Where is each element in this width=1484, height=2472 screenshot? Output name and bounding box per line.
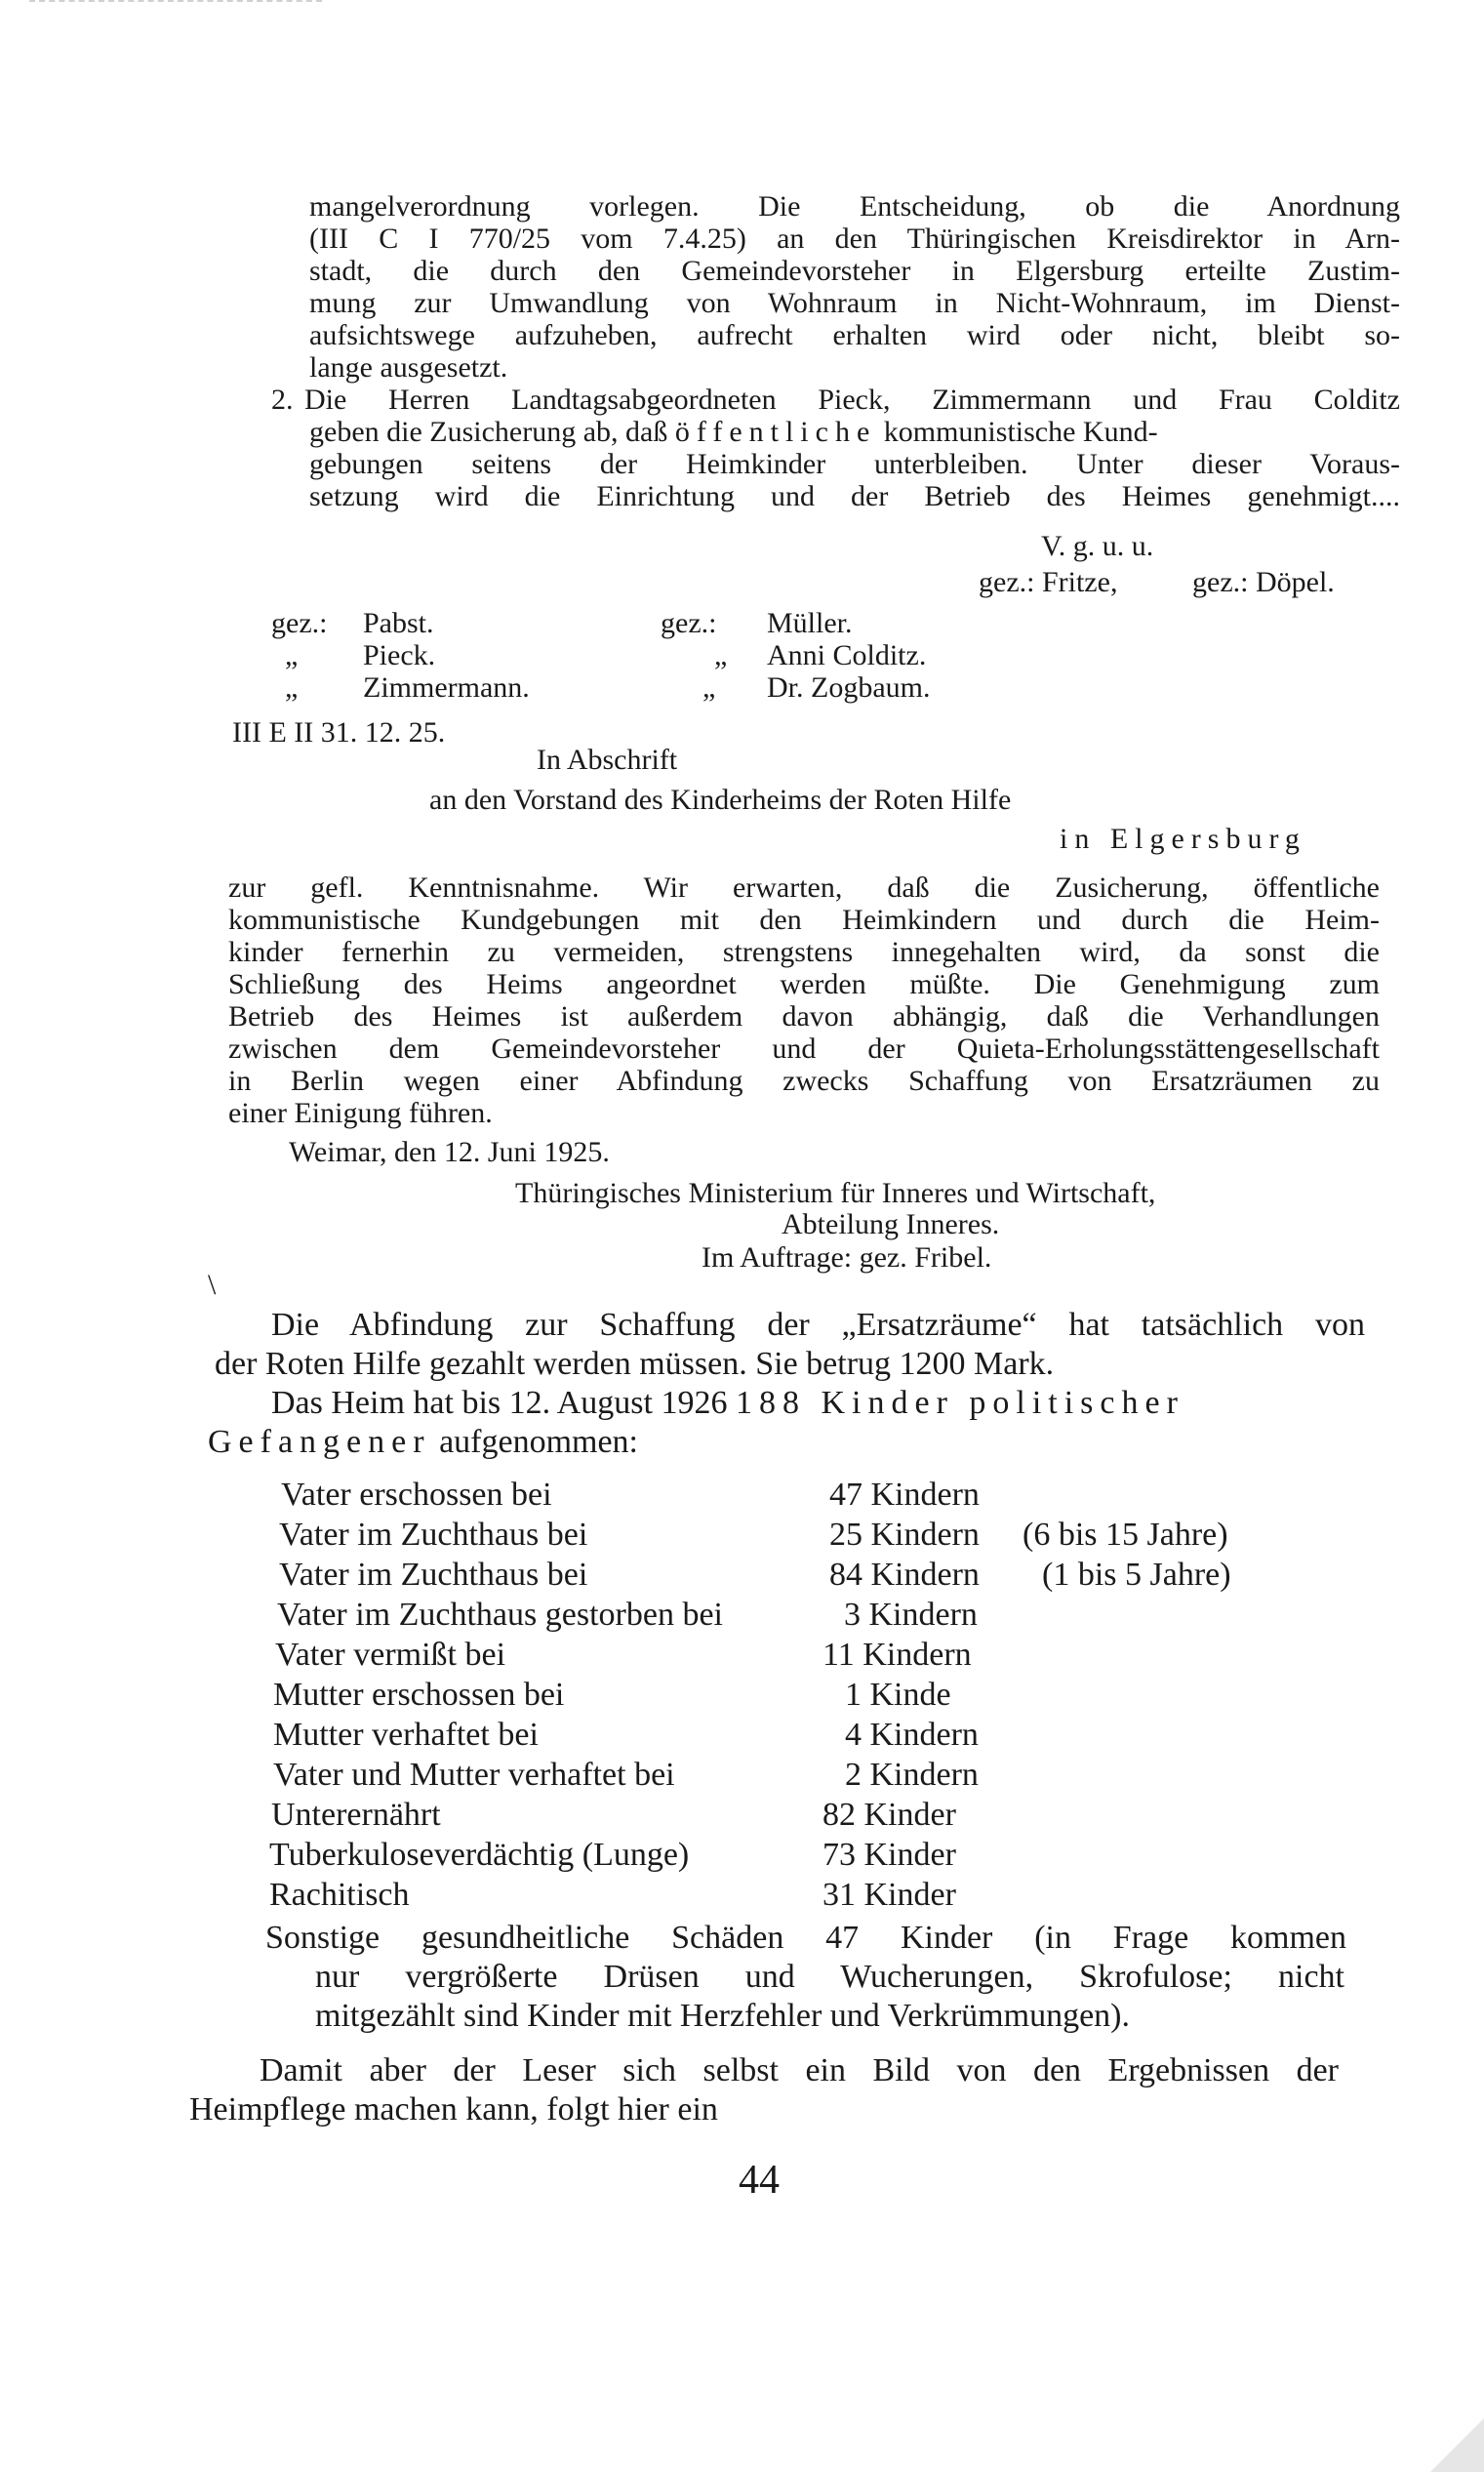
stats-label: Vater vermißt bei xyxy=(275,1637,506,1673)
copy-line-4: Schließung des Heims angeordnet werden müßte. Die Genehmigung zum xyxy=(228,968,1380,1000)
stats-value: 73 Kinder xyxy=(822,1837,956,1873)
in-abschrift: In Abschrift xyxy=(537,744,678,776)
copy-line-2: kommunistische Kundgebungen mit den Heimkindern und durch die Heim- xyxy=(228,904,1380,936)
body-p2-line-2 xyxy=(208,1424,638,1461)
stats-value: 47 Kindern xyxy=(829,1477,980,1513)
decree-line-8-c: kommunistische Kund- xyxy=(876,416,1158,448)
stats-value: 4 Kindern xyxy=(845,1717,979,1753)
ministry-signed: Im Auftrage: gez. Fribel. xyxy=(702,1241,992,1274)
body-p1-line-2: der Roten Hilfe gezahlt werden müssen. Sie betrug 1200 Mark. xyxy=(215,1346,1055,1382)
sig-left-name-1: Pabst. xyxy=(363,607,434,639)
body-p2-line-2-b: aufgenommen: xyxy=(430,1424,638,1460)
sig-left-prefix-3: „ xyxy=(285,671,299,704)
decree-line-7: Die Herren Landtagsabgeordneten Pieck, Zimmermann und Frau Colditz xyxy=(304,384,1400,416)
spaced-188-kinder: 188 Kinder politischer xyxy=(735,1385,1184,1421)
sig-right-name-1: Müller. xyxy=(767,607,853,639)
sig-right-prefix-2: „ xyxy=(714,639,728,671)
vgu-text: V. g. u. u. xyxy=(1041,530,1154,562)
copy-line-3: kinder fernerhin zu vermeiden, strengstens innegehalten wird, da sonst die xyxy=(228,936,1380,968)
sig-right-name-2: Anni Colditz. xyxy=(767,639,927,671)
sig-right-prefix-1: gez.: xyxy=(661,607,717,639)
decree-line-3: stadt, die durch den Gemeindevorsteher in Elgersburg erteilte Zustim- xyxy=(309,255,1400,287)
stats-value: 2 Kindern xyxy=(845,1757,979,1793)
stats-value: 31 Kinder xyxy=(822,1877,956,1913)
decree-line-4: mung zur Umwandlung von Wohnraum in Nicht-Wohnraum, im Dienst- xyxy=(309,287,1400,319)
stats-label: Vater im Zuchthaus bei xyxy=(279,1557,588,1593)
copy-line-5: Betrieb des Heimes ist außerdem davon abhängig, daß die Verhandlungen xyxy=(228,1000,1380,1033)
body-p2-line-1-a: Das Heim hat bis 12. August 1926 xyxy=(271,1385,736,1421)
stats-value: 3 Kindern xyxy=(844,1597,978,1633)
sig-left-prefix-2: „ xyxy=(285,639,299,671)
decree-line-2: (III C I 770/25 vom 7.4.25) an den Thüringischen Kreisdirektor in Arn- xyxy=(309,223,1400,255)
scan-artifact xyxy=(29,0,322,8)
gez-doepel: gez.: Döpel. xyxy=(1192,566,1335,598)
stats-value: 11 Kindern xyxy=(822,1637,972,1673)
decree-item-number: 2. xyxy=(271,384,294,416)
stats-other-line-2: nur vergrößerte Drüsen und Wucherungen, Skrofulose; nicht xyxy=(315,1959,1344,1995)
decree-line-8-a: geben die Zusicherung ab, daß xyxy=(309,416,675,448)
decree-line-8 xyxy=(309,416,1158,449)
spaced-gefangener: Gefangener xyxy=(208,1424,431,1460)
page-corner-curl xyxy=(1430,2418,1484,2472)
stats-label: Mutter erschossen bei xyxy=(273,1677,565,1713)
spaced-word-oeffentliche: öffentliche xyxy=(674,416,877,448)
stats-label: Vater und Mutter verhaftet bei xyxy=(273,1757,675,1793)
stats-label: Tuberkuloseverdächtig (Lunge) xyxy=(269,1837,690,1873)
stats-label: Vater erschossen bei xyxy=(281,1477,552,1513)
sig-right-prefix-3: „ xyxy=(702,671,716,704)
stats-label: Vater im Zuchthaus gestorben bei xyxy=(277,1597,723,1633)
copy-line-1: zur gefl. Kenntnisnahme. Wir erwarten, daß die Zusicherung, öffentliche xyxy=(228,871,1380,904)
closing-line-1: Damit aber der Leser sich selbst ein Bild von den Ergebnissen der xyxy=(260,2052,1339,2088)
sig-left-name-3: Zimmermann. xyxy=(363,671,530,704)
ministry-name: Thüringisches Ministerium für Inneres und Wirtschaft, xyxy=(515,1177,1156,1209)
file-reference: III E II 31. 12. 25. xyxy=(232,716,446,749)
ministry-department: Abteilung Inneres. xyxy=(782,1208,1000,1240)
body-p2-line-1 xyxy=(271,1385,1184,1422)
body-p1-line-1: Die Abfindung zur Schaffung der „Ersatzräume“ hat tatsächlich von xyxy=(271,1307,1365,1343)
weimar-date: Weimar, den 12. Juni 1925. xyxy=(289,1136,610,1168)
decree-line-10: setzung wird die Einrichtung und der Betrieb des Heimes genehmigt.... xyxy=(309,480,1400,512)
stats-other-line-1: Sonstige gesundheitliche Schäden 47 Kinder (in Frage kommen xyxy=(265,1920,1346,1956)
sig-left-name-2: Pieck. xyxy=(363,639,436,671)
stats-value: 84 Kindern xyxy=(829,1557,980,1593)
stats-label: Rachitisch xyxy=(269,1877,410,1913)
stats-label: Unterernährt xyxy=(271,1797,441,1833)
addressee: an den Vorstand des Kinderheims der Roten Hilfe xyxy=(429,784,1012,816)
stats-value: 82 Kinder xyxy=(822,1797,956,1833)
stats-label: Vater im Zuchthaus bei xyxy=(279,1517,588,1553)
decree-line-9: gebungen seitens der Heimkinder unterbleiben. Unter dieser Voraus- xyxy=(309,448,1400,480)
stats-other-line-3: mitgezählt sind Kinder mit Herzfehler und Verkrümmungen). xyxy=(315,1998,1130,2034)
copy-line-8: einer Einigung führen. xyxy=(228,1097,493,1129)
stats-value: 25 Kindern xyxy=(829,1517,980,1553)
stats-value: 1 Kinde xyxy=(845,1677,951,1713)
stats-note: (6 bis 15 Jahre) xyxy=(1023,1517,1228,1553)
gez-fritze: gez.: Fritze, xyxy=(979,566,1118,598)
sig-left-prefix-1: gez.: xyxy=(271,607,328,639)
stats-label: Mutter verhaftet bei xyxy=(273,1717,539,1753)
copy-line-7: in Berlin wegen einer Abfindung zwecks Schaffung von Ersatzräumen zu xyxy=(228,1065,1380,1097)
page-number: 44 xyxy=(739,2158,780,2203)
sig-right-name-3: Dr. Zogbaum. xyxy=(767,671,931,704)
copy-line-6: zwischen dem Gemeindevorsteher und der Quieta-Erholungsstättengesellschaft xyxy=(228,1033,1380,1065)
addressee-place: in Elgersburg xyxy=(1060,823,1306,855)
closing-line-2: Heimpflege machen kann, folgt hier ein xyxy=(189,2091,718,2128)
margin-mark: \ xyxy=(208,1269,217,1301)
decree-line-6: lange ausgesetzt. xyxy=(309,351,508,384)
decree-line-1: mangelverordnung vorlegen. Die Entscheidung, ob die Anordnung xyxy=(309,190,1400,223)
stats-note: (1 bis 5 Jahre) xyxy=(1042,1557,1231,1593)
decree-line-5: aufsichtswege aufzuheben, aufrecht erhalten wird oder nicht, bleibt so- xyxy=(309,319,1400,351)
